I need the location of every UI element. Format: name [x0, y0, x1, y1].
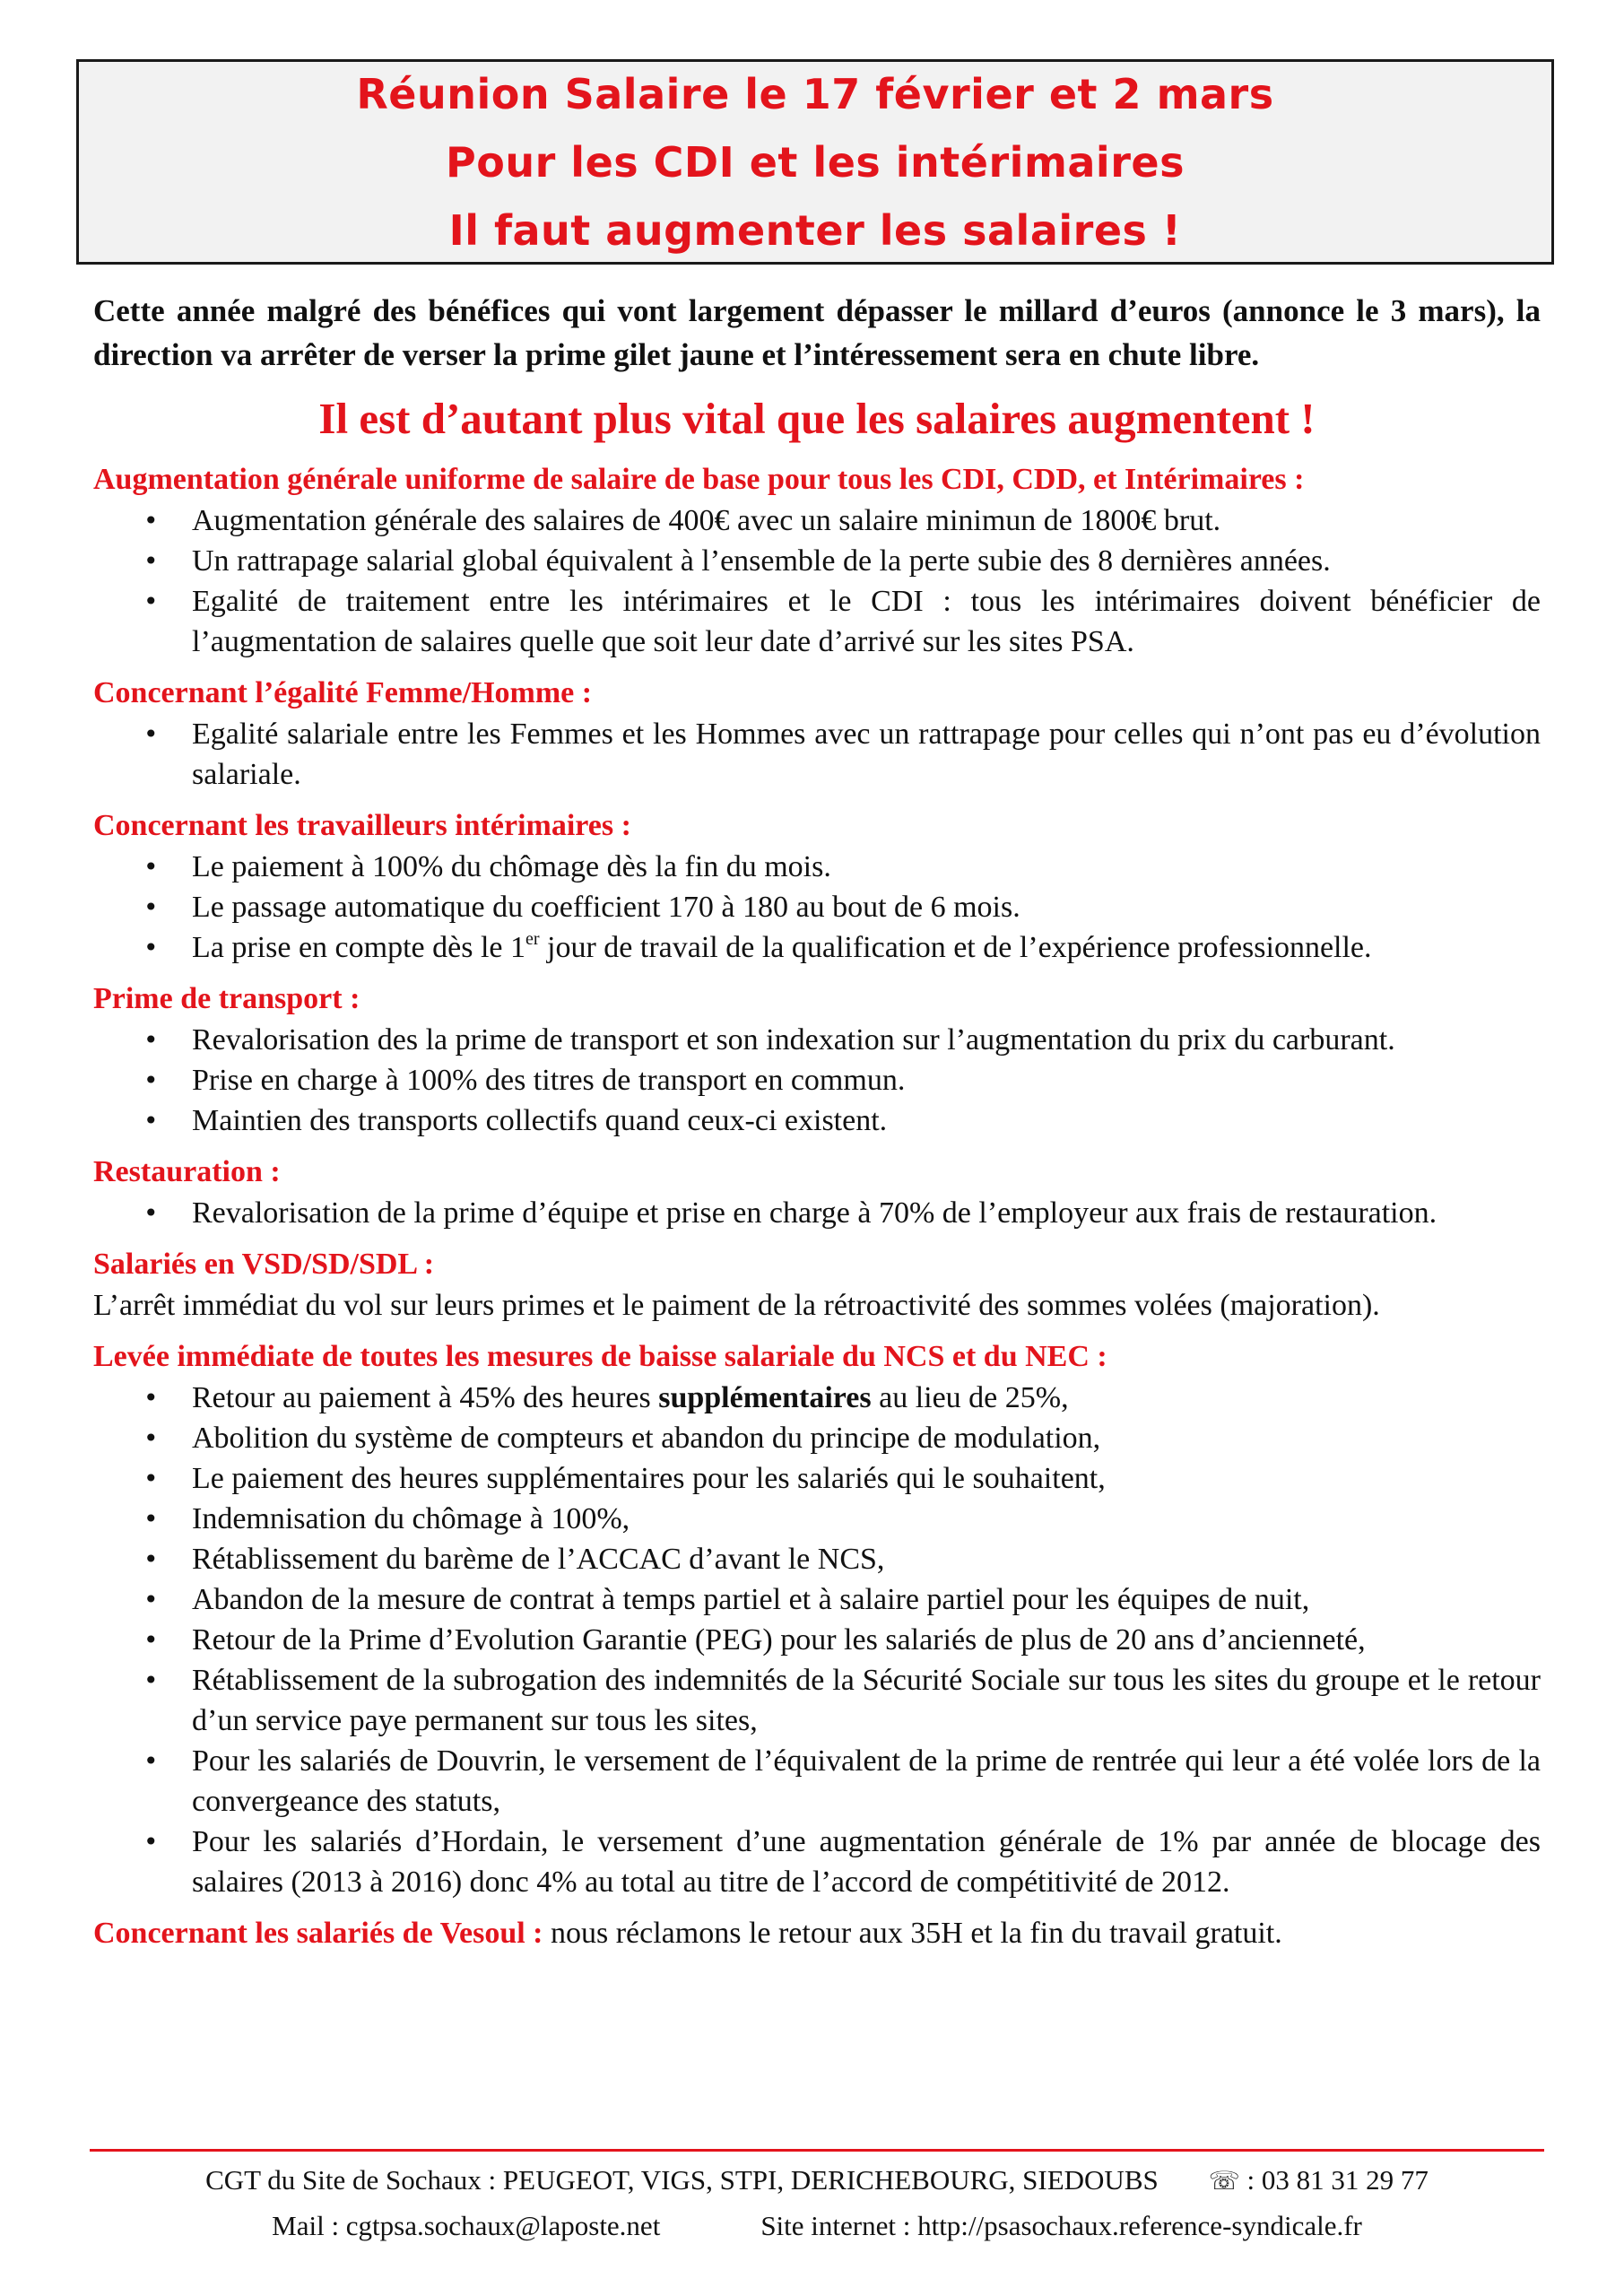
title-box — [76, 59, 1554, 265]
list-item-text: au lieu de 25%, — [871, 1381, 1069, 1414]
list-item: • Prise en charge à 100% des titres de transport en commun. — [93, 1060, 1541, 1100]
footer-divider — [90, 2149, 1544, 2152]
list-item — [93, 1378, 1541, 1418]
intro-paragraph: Cette année malgré des bénéfices qui vont largement dépasser le millard d’euros (annonce le 3 mars), la direction va arrêter de verser la prime gilet jaune et l’intéressement sera en chute libre. — [93, 293, 1541, 372]
section-text-vesoul: nous réclamons le retour aux 35H et la fin du travail gratuit. — [543, 1917, 1282, 1950]
list-item: • Retour de la Prime d’Evolution Garantie (PEG) pour les salariés de plus de 20 ans d’ancienneté, — [93, 1620, 1541, 1660]
list-item — [93, 927, 1541, 968]
section-title-egalite: Concernant l’égalité Femme/Homme : — [93, 676, 593, 709]
section-title-transport: Prime de transport : — [93, 982, 360, 1015]
section-vesoul — [93, 1913, 1541, 1953]
title-line-1: Réunion Salaire le 17 février et 2 mars — [356, 69, 1274, 118]
list-item: • Egalité de traitement entre les intérimaires et le CDI : tous les intérimaires doivent bénéficier de l’augmentation de salaires quelle que soit leur date d’arrivé sur les sites PSA. — [93, 581, 1541, 662]
section-interimaires — [93, 805, 1541, 968]
list-item-text: Retour au paiement à 45% des heures — [192, 1381, 659, 1414]
bullet-list-interimaires — [93, 847, 1541, 968]
list-item: • Pour les salariés de Douvrin, le versement de l’équivalent de la prime de rentrée qui leur a été volée lors de la convergeance des statuts, — [93, 1741, 1541, 1822]
footer-site: Site internet : http://psasochaux.reference-syndicale.fr — [760, 2210, 1362, 2241]
section-restauration — [93, 1152, 1541, 1233]
list-item: • Rétablissement du barème de l’ACCAC d’avant le NCS, — [93, 1539, 1541, 1579]
list-item: • Abolition du système de compteurs et abandon du principe de modulation, — [93, 1418, 1541, 1458]
footer-line-2 — [90, 2204, 1544, 2248]
list-item: • Revalorisation des la prime de transport et son indexation sur l’augmentation du prix du carburant. — [93, 1020, 1541, 1060]
superscript-er: er — [525, 928, 540, 949]
list-item: • Le passage automatique du coefficient 170 à 180 au bout de 6 mois. — [93, 887, 1541, 927]
list-item: • Augmentation générale des salaires de 400€ avec un salaire minimun de 1800€ brut. — [93, 500, 1541, 541]
bold-word: supplémentaires — [658, 1381, 872, 1414]
section-text-vsd: L’arrêt immédiat du vol sur leurs primes et le paiment de la rétroactivité des sommes volées (majoration). — [93, 1289, 1380, 1322]
bullet-list-restauration — [93, 1193, 1541, 1233]
section-title-levee: Levée immédiate de toutes les mesures de baisse salariale du NCS et du NEC : — [93, 1340, 1107, 1373]
footer-org: CGT du Site de Sochaux : PEUGEOT, VIGS, STPI, DERICHEBOURG, SIEDOUBS — [205, 2164, 1159, 2196]
section-title-vsd: Salariés en VSD/SD/SDL : — [93, 1248, 435, 1281]
section-title-interimaires: Concernant les travailleurs intérimaires : — [93, 809, 631, 842]
title-line-2: Pour les CDI et les intérimaires — [446, 137, 1185, 187]
list-item: • Indemnisation du chômage à 100%, — [93, 1499, 1541, 1539]
bullet-list-egalite — [93, 714, 1541, 795]
list-item: • Maintien des transports collectifs quand ceux-ci existent. — [93, 1100, 1541, 1141]
list-item: • Pour les salariés d’Hordain, le versement d’une augmentation générale de 1% par année de blocage des salaires (2013 à 2016) donc 4% au total au titre de l’accord de compétitivité de 2012. — [93, 1822, 1541, 1902]
section-egalite — [93, 673, 1541, 795]
section-transport — [93, 978, 1541, 1141]
list-item: • Egalité salariale entre les Femmes et les Hommes avec un rattrapage pour celles qui n’ont pas eu d’évolution salariale. — [93, 714, 1541, 795]
title-line-3: Il faut augmenter les salaires ! — [448, 205, 1182, 255]
bullet-list-transport — [93, 1020, 1541, 1141]
document-body — [93, 289, 1541, 1953]
list-item: • Abandon de la mesure de contrat à temps partiel et à salaire partiel pour les équipes de nuit, — [93, 1579, 1541, 1620]
footer-line-1 — [90, 2158, 1544, 2204]
vesoul-line — [93, 1913, 1541, 1953]
list-item: • Le paiement à 100% du chômage dès la fin du mois. — [93, 847, 1541, 887]
list-item: • Un rattrapage salarial global équivalent à l’ensemble de la perte subie des 8 dernières années. — [93, 541, 1541, 581]
list-item: • Revalorisation de la prime d’équipe et prise en charge à 70% de l’employeur aux frais de restauration. — [93, 1193, 1541, 1233]
section-title-vesoul: Concernant les salariés de Vesoul : — [93, 1917, 543, 1950]
footer-mail: Mail : cgtpsa.sochaux@laposte.net — [272, 2210, 661, 2241]
phone-icon: ☏ — [1208, 2166, 1240, 2196]
list-item-text: La prise en compte dès le 1 — [192, 931, 525, 964]
section-augmentation — [93, 459, 1541, 662]
footer-phone: : 03 81 31 29 77 — [1239, 2164, 1429, 2196]
list-item: • Rétablissement de la subrogation des indemnités de la Sécurité Sociale sur tous les sites du groupe et le retour d’un service paye permanent sur tous les sites, — [93, 1660, 1541, 1741]
section-levee — [93, 1336, 1541, 1902]
headline: Il est d’autant plus vital que les salaires augmentent ! — [318, 394, 1316, 443]
bullet-list-augmentation — [93, 500, 1541, 662]
footer — [90, 2158, 1544, 2248]
section-title-augmentation: Augmentation générale uniforme de salaire de base pour tous les CDI, CDD, et Intérimaires : — [93, 463, 1305, 496]
bullet-list-levee — [93, 1378, 1541, 1902]
list-item-text: jour de travail de la qualification et de l’expérience professionnelle. — [539, 931, 1372, 964]
section-title-restauration: Restauration : — [93, 1155, 281, 1188]
section-vsd — [93, 1244, 1541, 1326]
list-item: • Le paiement des heures supplémentaires pour les salariés qui le souhaitent, — [93, 1458, 1541, 1499]
